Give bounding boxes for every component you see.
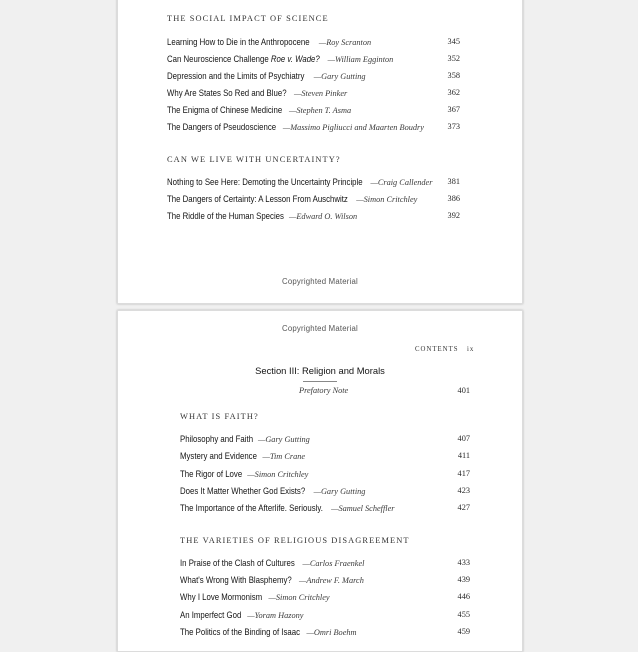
entry-title: Depression and the Limits of Psychiatry [167, 71, 305, 81]
entry-title [167, 54, 320, 64]
entry-page-number: 407 [457, 434, 470, 443]
entry-title: Does It Matter Whether God Exists? [180, 486, 306, 496]
toc-entry[interactable] [180, 486, 365, 496]
section-heading-religious-disagreement: THE VARIETIES OF RELIGIOUS DISAGREEMENT [180, 536, 410, 545]
toc-entry[interactable] [180, 592, 330, 602]
running-head: CONTENTS [415, 346, 459, 353]
copyright-header: Copyrighted Material [282, 324, 358, 333]
toc-entry[interactable] [180, 558, 364, 568]
running-page-number: ix [467, 346, 475, 353]
entry-author: —Roy Scranton [318, 38, 372, 47]
toc-entry[interactable] [180, 469, 308, 479]
entry-title-text: Can Neuroscience Challenge [167, 54, 271, 64]
entry-title: Mystery and Evidence [180, 451, 257, 461]
toc-page-upper [117, 0, 523, 304]
entry-author: —Steven Pinker [294, 89, 348, 98]
entry-author: —Yoram Hazony [247, 611, 304, 620]
entry-page-number: 373 [447, 122, 460, 131]
entry-title: The Politics of the Binding of Isaac [180, 627, 300, 637]
entry-page-number: 439 [457, 575, 470, 584]
entry-page-number: 352 [447, 54, 460, 63]
part-title-rule [303, 381, 337, 382]
entry-author: —Craig Callender [370, 178, 433, 187]
entry-page-number: 433 [457, 558, 470, 567]
toc-entry[interactable] [167, 177, 432, 187]
entry-author: —Andrew F. March [298, 576, 364, 585]
entry-page-number: 392 [447, 211, 460, 220]
toc-entry[interactable] [167, 54, 393, 64]
entry-page-number: 345 [447, 37, 460, 46]
entry-page-number: 401 [457, 386, 470, 395]
toc-entry[interactable] [167, 88, 347, 98]
entry-page-number: 417 [457, 469, 470, 478]
entry-author: —Massimo Pigliucci and Maarten Boudry [282, 123, 424, 132]
entry-page-number: 423 [457, 486, 470, 495]
toc-entry[interactable] [180, 451, 305, 461]
entry-author: —Tim Crane [262, 452, 306, 461]
section-heading-social-impact: THE SOCIAL IMPACT OF SCIENCE [167, 14, 329, 23]
entry-author: —Samuel Scheffler [331, 504, 395, 513]
entry-author: —Gary Gutting [313, 72, 366, 81]
entry-page-number: 455 [457, 610, 470, 619]
toc-entry[interactable] [167, 37, 460, 47]
copyright-footer: Copyrighted Material [282, 277, 358, 286]
entry-title: Why I Love Mormonism [180, 592, 263, 602]
entry-author: —Stephen T. Asma [288, 106, 352, 115]
entry-title: Philosophy and Faith [180, 434, 254, 444]
entry-author: —Simon Critchley [268, 593, 330, 602]
entry-author: —Gary Gutting [313, 487, 366, 496]
toc-page-lower [117, 310, 523, 652]
entry-page-number: 367 [447, 105, 460, 114]
toc-entry[interactable] [180, 434, 310, 444]
toc-entry[interactable] [180, 575, 364, 585]
entry-page-number: 459 [457, 627, 470, 636]
entry-author: —William Egginton [327, 55, 394, 64]
entry-page-number: 381 [447, 177, 460, 186]
entry-author: —Omri Boehm [306, 628, 357, 637]
entry-page-number: 362 [447, 88, 460, 97]
toc-entry[interactable] [180, 627, 357, 637]
part-title: Section III: Religion and Morals [255, 365, 385, 376]
entry-author: —Edward O. Wilson [288, 212, 358, 221]
entry-title: Why Are States So Red and Blue? [167, 88, 287, 98]
prefatory-note[interactable]: Prefatory Note [299, 386, 349, 395]
entry-page-number: 386 [447, 194, 460, 203]
toc-entry[interactable] [167, 122, 424, 132]
entry-title-italic: Roe v. Wade? [270, 54, 320, 64]
entry-author: —Carlos Fraenkel [302, 559, 365, 568]
entry-page-number: 446 [457, 592, 470, 601]
toc-entry[interactable] [180, 503, 395, 513]
entry-page-number: 411 [457, 451, 470, 460]
entry-title: In Praise of the Clash of Cultures [180, 558, 295, 568]
entry-title: The Dangers of Pseudoscience [167, 122, 277, 132]
entry-author: —Simon Critchley [247, 470, 309, 479]
section-heading-faith: WHAT IS FAITH? [180, 412, 259, 421]
entry-title: An Imperfect God [180, 610, 242, 620]
entry-title: The Rigor of Love [180, 469, 243, 479]
entry-author: —Gary Gutting [257, 435, 310, 444]
entry-page-number: 427 [457, 503, 470, 512]
toc-entry[interactable] [167, 211, 357, 221]
entry-title: The Riddle of the Human Species [167, 211, 284, 221]
entry-author: —Simon Critchley [356, 195, 418, 204]
entry-title: The Importance of the Afterlife. Seriously. [180, 503, 323, 513]
toc-entry[interactable] [167, 194, 417, 204]
entry-title: Nothing to See Here: Demoting the Uncertainty Principle [167, 177, 363, 187]
entry-title: The Enigma of Chinese Medicine [167, 105, 283, 115]
entry-page-number: 358 [447, 71, 460, 80]
toc-entry[interactable] [180, 610, 303, 620]
toc-entry[interactable] [167, 105, 351, 115]
entry-title: The Dangers of Certainty: A Lesson From Auschwitz [167, 194, 348, 204]
entry-title: What's Wrong With Blasphemy? [180, 575, 292, 585]
toc-entry[interactable] [167, 71, 366, 81]
section-heading-uncertainty: CAN WE LIVE WITH UNCERTAINTY? [167, 155, 341, 164]
entry-title: Learning How to Die in the Anthropocene [167, 37, 310, 47]
